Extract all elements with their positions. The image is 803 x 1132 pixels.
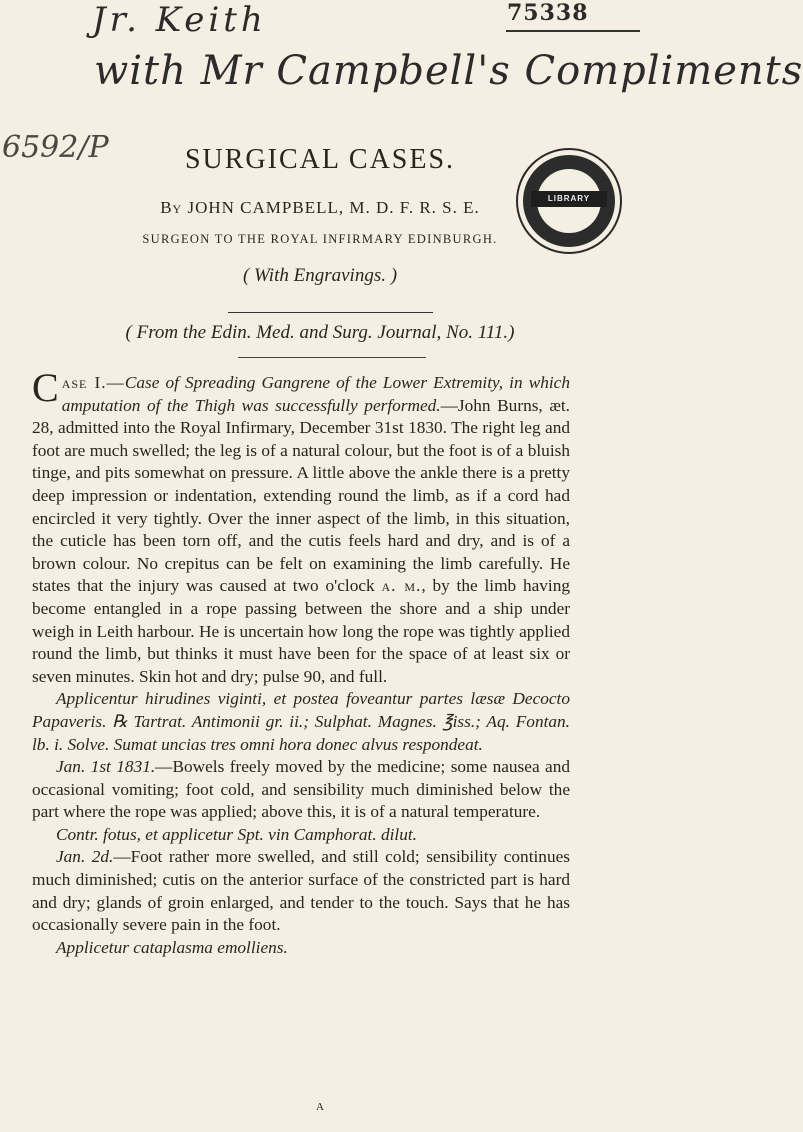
divider: [238, 357, 426, 358]
case-paragraph: [32, 365, 571, 688]
journal-entry: [32, 846, 570, 936]
author-position: SURGEON TO THE ROYAL INFIRMARY EDINBURGH.: [142, 232, 498, 246]
case-text: —John Burns, æt. 28, admitted into the Royal Infirmary, December 31st 1830. The right leg and foot are much swelled; the leg is of a natural colour, but the foot is of a bluish tinge, and pits somewhat on pressure. A little above the ankle there is a pretty deep impression or indentation, extending round the limb, as if a cord had encircled it very tightly. Over the inner aspect of the limb, in this situation, the cuticle has been torn off, and the cutis feels hard and dry, and is of a brown colour. No crepitus can be felt on examining the limb carefully. He states that the injury was caused at two o'clock: [32, 395, 570, 596]
prescription: Applicentur hirudines viginti, et postea foveantur partes læsæ Decocto Papaveris. ℞ Tartrat. Antimonii gr. ii.; Sulphat. Magnes. ℥iss.; Aq. Fontan. lb. i. Solve. Sumat uncias tres omni hora donec alvus respondeat.: [32, 689, 570, 754]
divider: [228, 312, 433, 313]
drop-cap: C: [32, 365, 59, 410]
handwritten-shelfmark: 6592/P: [2, 130, 109, 165]
entry-date: Jan. 1st 1831.: [56, 757, 156, 777]
entry-text: —Foot rather more swelled, and still cold; sensibility continues much diminished; cutis on the anterior surface of the constricted part is hard and dry; glands of groin enlarged, and tender to the touch. Says that he has occasionally severe pain in the foot.: [32, 847, 570, 935]
entry-text: —Bowels freely moved by the medicine; some nausea and occasional vomiting; foot cold, and sensibility much diminished below the part where the rope was applied; above this, it is of a natural temperature.: [32, 757, 570, 822]
case-text-end: , by the limb having become entangled in a rope passing between the shore and a ship under weigh in Leith harbour. He is uncertain how long the rope was tightly applied round the limb, but thinks it must have been for the space of at least six or seven minutes. Skin hot and dry; pulse 90, and full.: [32, 576, 571, 686]
journal-entry: [32, 756, 570, 824]
time-abbrev: a. m.: [381, 576, 422, 596]
signature-mark: A: [316, 1101, 324, 1113]
prescription: Applicetur cataplasma emolliens.: [56, 937, 288, 957]
article-body: [32, 365, 571, 959]
source-citation: ( From the Edin. Med. and Surg. Journal, No. 111.): [125, 322, 515, 343]
entry-date: Jan. 2d.: [56, 847, 114, 867]
engravings-note: ( With Engravings. ): [242, 265, 398, 286]
page-title: SURGICAL CASES.: [184, 144, 456, 175]
accession-number: 75338: [507, 0, 589, 26]
prescription: Contr. fotus, et applicetur Spt. vin Camphorat. dilut.: [56, 824, 417, 844]
case-title: Case of Spreading Gangrene of the Lower Extremity, in which amputation of the Thigh was successfully performed.: [61, 373, 570, 415]
handwritten-compliments: with Mr Campbell's Compliments: [94, 48, 803, 94]
byline-prefix: By: [160, 198, 183, 217]
handwritten-recipient: Jr. Keith: [92, 0, 267, 40]
case-prefix: ase I.—: [61, 373, 125, 392]
author-name: JOHN CAMPBELL, M. D. F. R. S. E.: [187, 198, 480, 217]
stamp-label: LIBRARY: [547, 194, 591, 203]
accession-underline: [506, 30, 640, 32]
